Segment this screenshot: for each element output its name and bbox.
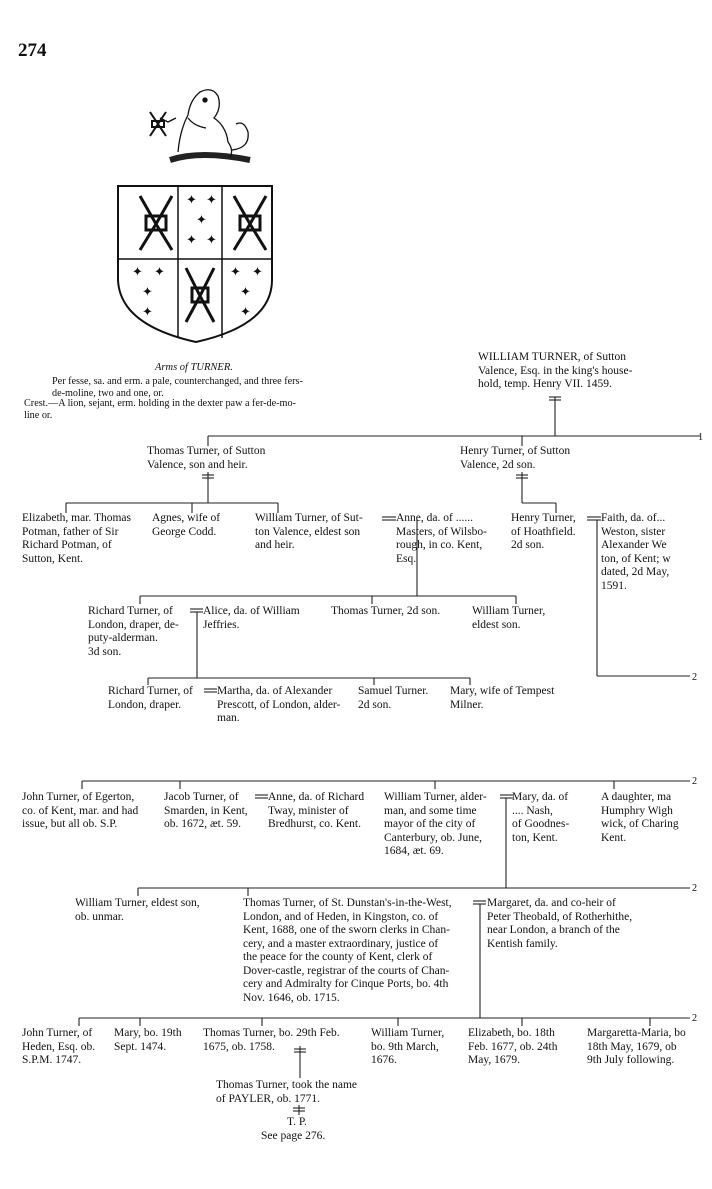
svg-text:✦: ✦ [196, 213, 207, 228]
richard-turner-deputy-alderman: Richard Turner, of London, draper, de- puty-alderman. 3d son. [88, 605, 179, 658]
thomas-turner-payler: Thomas Turner, took the name of PAYLER, ob. 1771. [216, 1079, 358, 1105]
thomas-turner-st-dunstans: Thomas Turner, of St. Dunstan's-in-the-West, London, and of Heden, in Kingston, co. of Kent, 1688, one of the sworn clerks in Chan- cery, and a master extraordinary, justice of the peace for the county of Kent, clerk of Dover-castle, registrar of the courts of Chan- cery and Admiralty for Cinque Ports, bo. 4th Nov. 1646, ob. 1715. [243, 897, 452, 1004]
arms-crest: Crest.—A lion, sejant, erm. holding in the dexter paw a fer-de-mo- line or. [24, 398, 296, 421]
svg-text:✦: ✦ [240, 285, 251, 300]
agnes-codd: Agnes, wife of George Codd. [152, 512, 221, 538]
svg-text:✦: ✦ [186, 233, 197, 248]
margin-mark: 1 [698, 432, 704, 443]
arms-blazon: Per fesse, sa. and erm. a pale, counterchanged, and three fers- de-moline, two and one, or. [52, 376, 303, 399]
tp-initials: T. P. [287, 1116, 307, 1128]
martha-prescott: Martha, da. of Alexander Prescott, of London, alder- man. [217, 685, 341, 724]
svg-text:✦: ✦ [240, 305, 251, 320]
alice-jeffries: Alice, da. of William Jeffries. [203, 605, 300, 631]
svg-text:✦: ✦ [154, 265, 165, 280]
william-turner-1676: William Turner, bo. 9th March, 1676. [371, 1027, 445, 1066]
william-turner-unmar: William Turner, eldest son, ob. unmar. [75, 897, 200, 923]
svg-text:✦: ✦ [230, 265, 241, 280]
margin-mark: 2 [692, 776, 698, 787]
elizabeth-1677: Elizabeth, bo. 18th Feb. 1677, ob. 24th May, 1679. [468, 1027, 558, 1066]
daughter-wightwick: A daughter, ma Humphry Wigh wick, of Charing Kent. [601, 791, 679, 844]
mary-1474: Mary, bo. 19th Sept. 1474. [114, 1027, 182, 1053]
elizabeth-potman: Elizabeth, mar. Thomas Potman, father of Sir Richard Potman, of Sutton, Kent. [22, 512, 132, 565]
margin-mark: 2 [692, 672, 698, 683]
henry-turner-hoathfield: Henry Turner, of Hoathfield. 2d son. [511, 512, 576, 551]
anne-masters: Anne, da. of ...... Masters, of Wilsbo- rough, in co. Kent, Esq. [396, 512, 487, 565]
svg-text:✦: ✦ [206, 233, 217, 248]
page-number: 274 [18, 40, 47, 61]
jacob-turner-smarden: Jacob Turner, of Smarden, in Kent, ob. 1672, æt. 59. [164, 791, 248, 830]
svg-text:✦: ✦ [132, 265, 143, 280]
arms-title: Arms of TURNER. [155, 362, 233, 373]
svg-text:✦: ✦ [252, 265, 263, 280]
margaret-theobald: Margaret, da. and co-heir of Peter Theobald, of Rotherhithe, near London, a branch of the Kentish family. [487, 897, 633, 950]
thomas-turner-2d-son: Thomas Turner, 2d son. [331, 605, 441, 617]
william-turner-alderman: William Turner, alder- man, and some time mayor of the city of Canterbury, ob. June, 1684, æt. 69. [384, 791, 487, 857]
richard-turner-draper: Richard Turner, of London, draper. [108, 685, 193, 711]
margaretta-maria: Margaretta-Maria, bo 18th May, 1679, ob 9th July following. [587, 1027, 686, 1066]
margin-mark: 2 [692, 1013, 698, 1024]
faith-weston: Faith, da. of... Weston, sister Alexander We ton, of Kent; w dated, 2d May, 1591. [601, 512, 671, 592]
svg-text:✦: ✦ [142, 285, 153, 300]
henry-turner-2d-son: Henry Turner, of Sutton Valence, 2d son. [460, 445, 571, 471]
john-turner-egerton: John Turner, of Egerton, co. of Kent, mar. and had issue, but all ob. S.P. [22, 791, 139, 830]
thomas-turner-1675: Thomas Turner, bo. 29th Feb. 1675, ob. 1758. [203, 1027, 340, 1053]
svg-text:✦: ✦ [142, 305, 153, 320]
thomas-turner-heir: Thomas Turner, of Sutton Valence, son and heir. [147, 445, 266, 471]
john-turner-heden: John Turner, of Heden, Esq. ob. S.P.M. 1747. [22, 1027, 96, 1066]
svg-text:✦: ✦ [186, 193, 197, 208]
william-turner-eldest: William Turner, eldest son. [472, 605, 546, 631]
mary-milner: Mary, wife of Tempest Milner. [450, 685, 555, 711]
anne-tway: Anne, da. of Richard Tway, minister of Bredhurst, co. Kent. [268, 791, 365, 830]
mary-nash: Mary, da. of .... Nash, of Goodnes- ton, Kent. [512, 791, 570, 844]
william-turner-1459: WILLIAM TURNER, of Sutton Valence, Esq. in the king's house- hold, temp. Henry VII. 1459. [478, 351, 633, 390]
samuel-turner: Samuel Turner. 2d son. [358, 685, 429, 711]
margin-mark: 2 [692, 883, 698, 894]
william-turner-sutton: William Turner, of Sut- ton Valence, eldest son and heir. [255, 512, 363, 551]
svg-text:✦: ✦ [206, 193, 217, 208]
see-page-reference: See page 276. [261, 1130, 326, 1142]
